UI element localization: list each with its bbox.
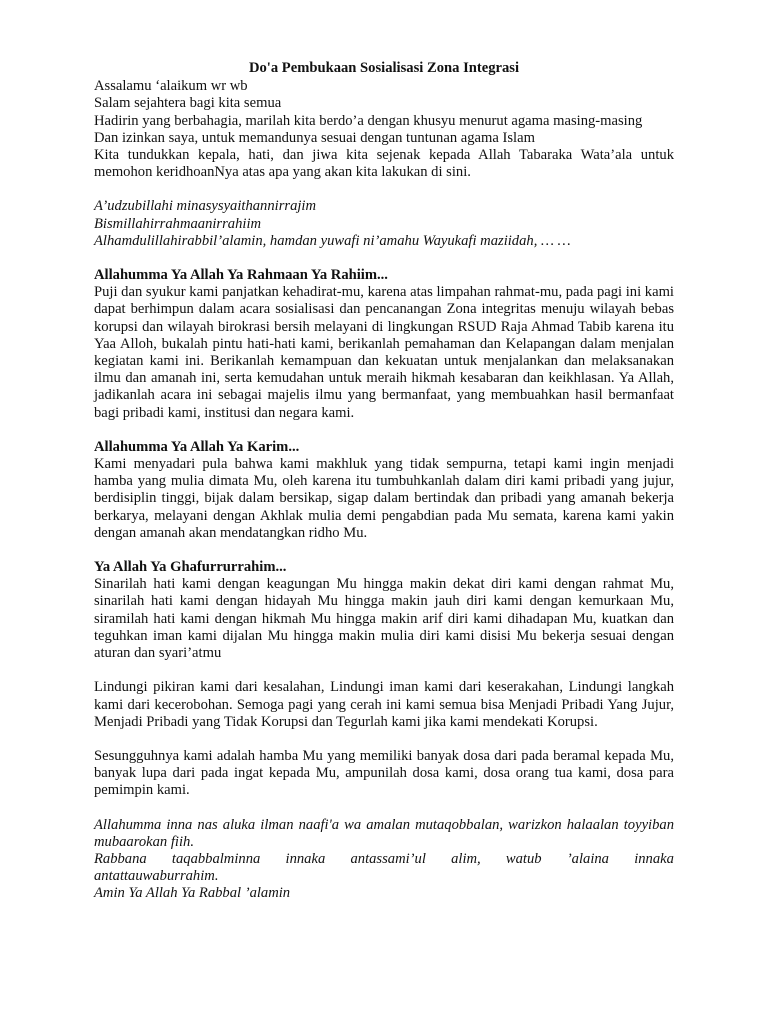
prayer-word: alim, — [451, 850, 481, 867]
prayer-word: ’alaina — [566, 850, 609, 867]
repentance-paragraph: Sesungguhnya kami adalah hamba Mu yang memiliki banyak dosa dari pada beramal kepada Mu, banyak lupa dari pada ingat kepada Mu, ampunilah dosa kami, dosa orang tua kami, dosa para pemimpin kami. — [94, 747, 674, 799]
prayer-word: taqabbalminna — [171, 850, 261, 867]
section-heading: Ya Allah Ya Ghafurrurrahim... — [94, 559, 287, 576]
prayer-word: watub — [505, 850, 542, 867]
protection-paragraph: Lindungi pikiran kami dari kesalahan, Lindungi iman kami dari keserakahan, Lindungi langkah kami dari kecerobohan. Semoga pagi yang cerah ini kami semua bisa Menjadi Pribadi Yang Jujur, Menjadi Pribadi yang Tidak Korupsi dan Tegurlah kami jika kami mendekati Korupsi. — [94, 679, 674, 730]
greeting-line: Assalamu ‘alaikum wr wb — [94, 78, 248, 95]
amen-line: Amin Ya Allah Ya Rabbal ’alamin — [94, 885, 291, 902]
closing-prayer-spread-line — [94, 851, 674, 868]
closing-prayer-line: antattauwaburrahim. — [94, 868, 219, 885]
page-title: Do'a Pembukaan Sosialisasi Zona Integrasi — [248, 60, 520, 76]
prayer-word: antassami’ul — [350, 850, 426, 867]
salutation-line: Salam sejahtera bagi kita semua — [94, 95, 282, 112]
section-paragraph: Sinarilah hati kami dengan keagungan Mu hingga makin dekat diri kami dengan rahmat Mu, sinarilah hati kami dengan hidayah Mu hingga makin jauh diri kami dengan kemurkaan Mu, siramilah hati kami dengan hikmah Mu hingga makin arif diri kami dihadapan Mu, kuatkan dan teguhkan iman kami dijalan Mu hingga makin mulia diri kami disisi Mu bekerja sesuai dengan aturan dan syari’atmu — [94, 576, 674, 662]
invocation-line: Bismillahirrahmaanirrahiim — [94, 215, 262, 232]
invitation-line: Hadirin yang berbahagia, marilah kita berdo’a dengan khusyu menurut agama masing-masing — [94, 112, 643, 129]
closing-prayer-line: Allahumma inna nas aluka ilman naafi'a wa amalan mutaqobbalan, warizkon halaalan toyyiban mubaarokan fiih. — [94, 816, 674, 850]
section-paragraph: Puji dan syukur kami panjatkan kehadirat-mu, karena atas limpahan rahmat-mu, pada pagi ini kami dapat berhimpun dalam acara sosialisasi dan pencanangan Zona integritas menuju wilayah bebas korupsi dan wilayah birokrasi bersih melayani di lingkungan RSUD Raja Ahmad Tabib karena itu Yaa Alloh, bukalah pintu hati-hati kami, berikanlah pemahaman dan Kelapangan dalam menjalan kegiatan kami ini. Berikanlah kemampuan dan kekuatan untuk menjalankan dan melaksanakan ilmu dan amanah ini, serta kemudahan untuk meraih hikmah kesabaran dan keikhlasan. Ya Allah, jadikanlah acara ini sebagai majelis ilmu yang bermanfaat, yang membuahkan hasil bermanfaat bagi pribadi kami, institusi dan negara kami. — [94, 284, 674, 421]
prayer-word: innaka — [634, 850, 674, 867]
section-paragraph: Kami menyadari pula bahwa kami makhluk yang tidak sempurna, tetapi kami ingin menjadi hamba yang mulia dimata Mu, oleh karena itu tumbuhkanlah dalam diri kami pribadi yang jujur, berdisiplin tinggi, bijak dalam bersikap, sigap dalam bertindak dan pribadi yang amanah bekerja berkarya, melayani dengan Akhlak mulia demi pengabdian pada Mu semata, karena kami yakin dengan amanah akan mendatangkan ridho Mu. — [94, 456, 674, 541]
bow-head-paragraph: Kita tundukkan kepala, hati, dan jiwa kita sejenak kepada Allah Tabaraka Wata’ala untuk memohon keridhoanNya atas apa yang akan kita lakukan di sini. — [94, 147, 674, 181]
section-heading: Allahumma Ya Allah Ya Karim... — [94, 438, 300, 455]
permission-line: Dan izinkan saya, untuk memandunya sesuai dengan tuntunan agama Islam — [94, 129, 535, 146]
section-heading: Allahumma Ya Allah Ya Rahmaan Ya Rahiim... — [94, 267, 388, 284]
invocation-line: A’udzubillahi minasysyaithannirrajim — [94, 198, 317, 215]
invocation-line: Alhamdulillahirabbil’alamin, hamdan yuwafi ni’amahu Wayukafi maziidah, … … — [94, 232, 571, 249]
prayer-word: Rabbana — [94, 850, 147, 867]
document-page — [94, 60, 674, 903]
prayer-word: innaka — [285, 850, 326, 867]
